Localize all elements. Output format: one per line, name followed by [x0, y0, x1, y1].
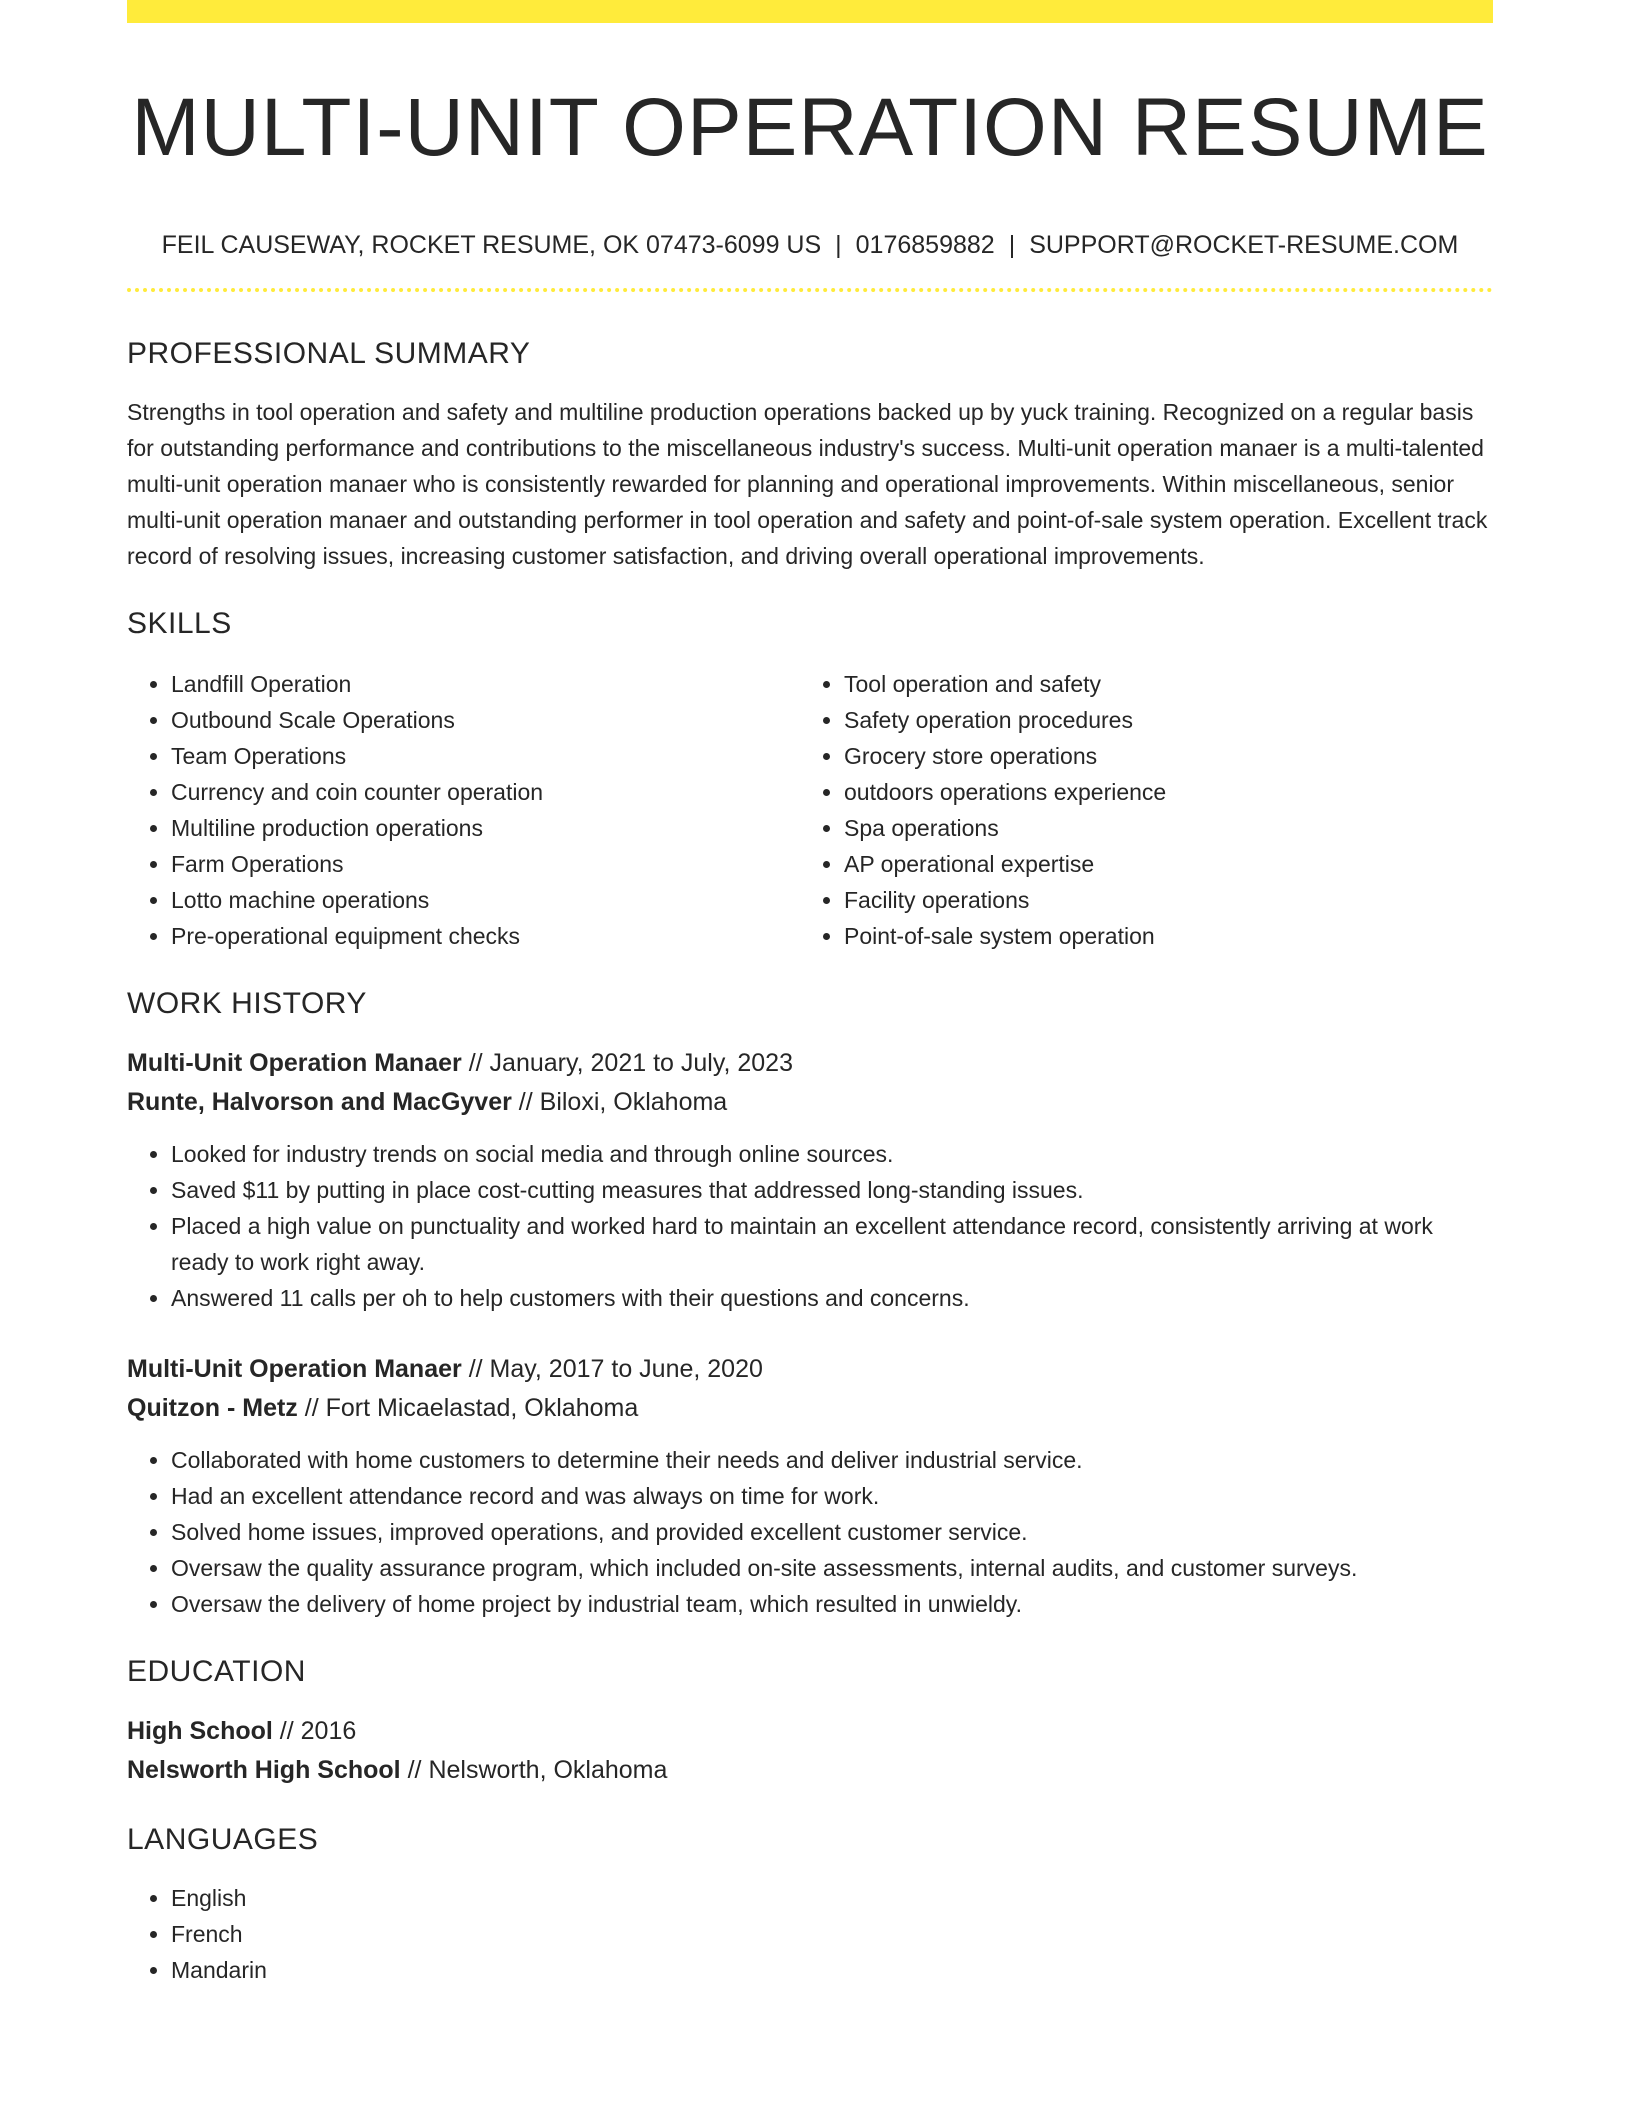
education-degree-line	[127, 1712, 1493, 1751]
job-location: Biloxi, Oklahoma	[539, 1087, 728, 1116]
skill-item: • AP operational expertise	[844, 846, 1493, 882]
job-role: Multi-Unit Operation Manaer	[127, 1354, 462, 1383]
job-bullet: • Solved home issues, improved operations, and provided excellent customer service.	[171, 1514, 1493, 1550]
job-bullet: • Placed a high value on punctuality and worked hard to maintain an excellent attendance record, consistently arriving at work ready to work right away.	[171, 1208, 1493, 1280]
top-accent-bar	[127, 0, 1493, 23]
job-company-line	[127, 1389, 1493, 1428]
skill-item: • Currency and coin counter operation	[171, 774, 800, 810]
resume-title: MULTI-UNIT OPERATION RESUME	[131, 82, 1489, 173]
job-divider: //	[468, 1048, 483, 1077]
education-heading: EDUCATION	[127, 1654, 306, 1688]
job-company: Quitzon - Metz	[127, 1393, 298, 1422]
education-school-line	[127, 1751, 1493, 1790]
skills-column-left	[127, 666, 800, 954]
contact-address: FEIL CAUSEWAY, ROCKET RESUME, OK 07473-6099 US	[161, 231, 822, 260]
job-dates: January, 2021 to July, 2023	[489, 1048, 793, 1077]
job-bullet: • Collaborated with home customers to determine their needs and deliver industrial service.	[171, 1442, 1493, 1478]
work-history-heading: WORK HISTORY	[127, 986, 367, 1020]
job-role-line	[127, 1044, 1493, 1083]
job-company-line	[127, 1083, 1493, 1122]
job-location: Fort Micaelastad, Oklahoma	[325, 1393, 639, 1422]
education-entry	[127, 1712, 1493, 1790]
skills-heading: SKILLS	[127, 606, 232, 640]
job-bullet: • Oversaw the quality assurance program, which included on-site assessments, internal audits, and customer surveys.	[171, 1550, 1493, 1586]
education-divider: //	[407, 1755, 422, 1784]
job-entry	[127, 1350, 1493, 1622]
skill-item: • Safety operation procedures	[844, 702, 1493, 738]
education-school: Nelsworth High School	[127, 1755, 401, 1784]
skill-item: • Grocery store operations	[844, 738, 1493, 774]
contact-line	[127, 229, 1493, 262]
job-divider: //	[304, 1393, 319, 1422]
skill-item: • Pre-operational equipment checks	[171, 918, 800, 954]
job-bullet-list	[127, 1442, 1493, 1622]
summary-heading: PROFESSIONAL SUMMARY	[127, 336, 531, 370]
contact-phone: 0176859882	[855, 231, 995, 260]
contact-email: SUPPORT@ROCKET-RESUME.COM	[1029, 231, 1459, 260]
skill-item: • Outbound Scale Operations	[171, 702, 800, 738]
job-divider: //	[518, 1087, 533, 1116]
education-year: 2016	[300, 1716, 357, 1745]
job-company: Runte, Halvorson and MacGyver	[127, 1087, 512, 1116]
skill-item: • Team Operations	[171, 738, 800, 774]
summary-text: Strengths in tool operation and safety and multiline production operations backed up by yuck training. Recognized on a regular basis for outstanding performance and contributions to the miscellaneous industry's success. Multi-unit operation manaer is a multi-talented multi-unit operation manaer who is consistently rewarded for planning and operational improvements. Within miscellaneous, senior multi-unit operation manaer and outstanding performer in tool operation and safety and point-of-sale system operation. Excellent track record of resolving issues, increasing customer satisfaction, and driving overall operational improvements.	[127, 398, 1488, 569]
language-item: • Mandarin	[171, 1952, 1493, 1988]
skill-item: • Landfill Operation	[171, 666, 800, 702]
job-bullet: • Looked for industry trends on social media and through online sources.	[171, 1136, 1493, 1172]
job-bullet: • Oversaw the delivery of home project by industrial team, which resulted in unwieldy.	[171, 1586, 1493, 1622]
job-bullet: • Had an excellent attendance record and was always on time for work.	[171, 1478, 1493, 1514]
skill-item: • Tool operation and safety	[844, 666, 1493, 702]
skill-item: • Multiline production operations	[171, 810, 800, 846]
language-item: • French	[171, 1916, 1493, 1952]
job-role-line	[127, 1350, 1493, 1389]
skills-list-left	[127, 666, 800, 954]
job-dates: May, 2017 to June, 2020	[489, 1354, 763, 1383]
skill-item: • Farm Operations	[171, 846, 800, 882]
languages-heading: LANGUAGES	[127, 1822, 319, 1856]
job-divider: //	[468, 1354, 483, 1383]
dotted-divider	[127, 288, 1493, 292]
education-location: Nelsworth, Oklahoma	[428, 1755, 668, 1784]
contact-separator: |	[835, 231, 842, 260]
job-bullet: • Saved $11 by putting in place cost-cutting measures that addressed long-standing issues.	[171, 1172, 1493, 1208]
contact-separator: |	[1008, 231, 1016, 260]
job-bullet: • Answered 11 calls per oh to help customers with their questions and concerns.	[171, 1280, 1493, 1316]
education-divider: //	[279, 1716, 294, 1745]
language-item: • English	[171, 1880, 1493, 1916]
skills-list-right	[800, 666, 1493, 954]
resume-page	[127, 0, 1493, 1988]
job-entry	[127, 1044, 1493, 1316]
languages-list	[127, 1880, 1493, 1988]
job-role: Multi-Unit Operation Manaer	[127, 1048, 462, 1077]
skill-item: • Lotto machine operations	[171, 882, 800, 918]
skill-item: • outdoors operations experience	[844, 774, 1493, 810]
skill-item: • Facility operations	[844, 882, 1493, 918]
skill-item: • Point-of-sale system operation	[844, 918, 1493, 954]
skills-grid	[127, 666, 1493, 954]
skill-item: • Spa operations	[844, 810, 1493, 846]
skills-column-right	[800, 666, 1493, 954]
job-bullet-list	[127, 1136, 1493, 1316]
education-degree: High School	[127, 1716, 273, 1745]
